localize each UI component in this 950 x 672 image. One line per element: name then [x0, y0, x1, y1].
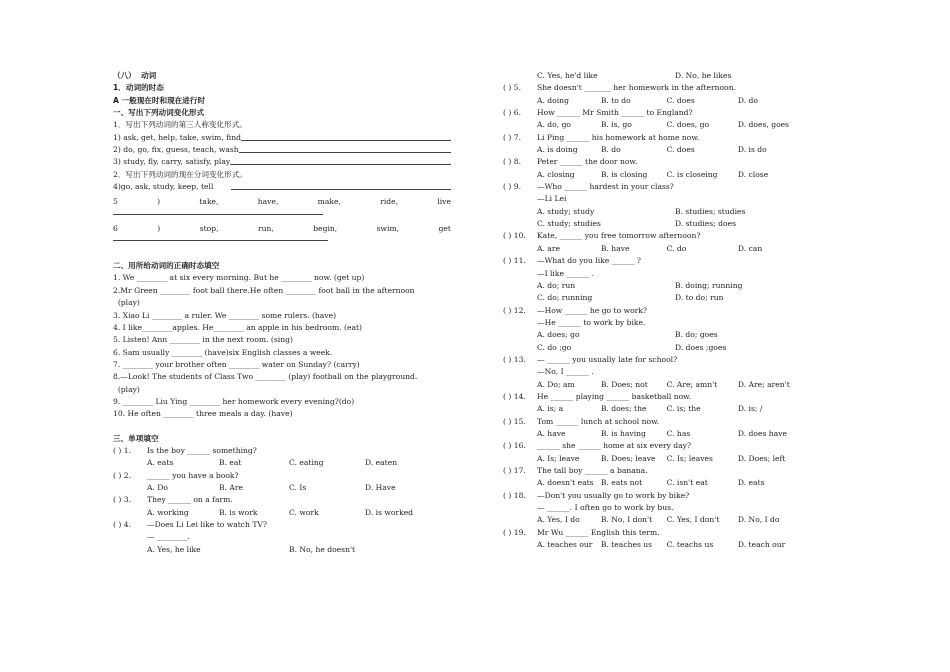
- answer-blank[interactable]: [113, 235, 328, 241]
- exercise-instruction: 1．写出下列动词的第三人称变化形式。: [113, 120, 247, 130]
- answer-options: [503, 70, 813, 82]
- answer-options: [503, 477, 813, 489]
- answer-blank[interactable]: [231, 181, 451, 190]
- question-stem: [503, 440, 813, 452]
- answer-option[interactable]: D. No, I do: [737, 515, 780, 525]
- answer-option[interactable]: A. have: [537, 428, 566, 438]
- section-heading: 1．动词的时态: [113, 83, 164, 93]
- answer-option[interactable]: D. studies; does: [675, 219, 736, 229]
- answer-option[interactable]: C. isn't eat: [666, 478, 708, 488]
- question-stem: [503, 82, 813, 94]
- answer-option[interactable]: D. Are; aren't: [737, 379, 790, 389]
- question-text: —How ______ he go to work?: [537, 305, 647, 315]
- answer-option[interactable]: B. eats not: [600, 478, 643, 488]
- question-stem: [503, 416, 813, 428]
- multiple-choice-list: [113, 445, 451, 556]
- answer-option[interactable]: B. do: [600, 145, 621, 155]
- answer-bracket[interactable]: ( ) 8.: [503, 157, 521, 167]
- answer-option[interactable]: D. teach our: [737, 540, 786, 550]
- question-stem: [113, 494, 451, 506]
- answer-option[interactable]: D. does have: [737, 428, 787, 438]
- answer-options: [503, 403, 813, 415]
- answer-bracket[interactable]: ( ) 9.: [503, 182, 521, 192]
- question-text: —I like ______ .: [537, 268, 594, 278]
- question-stem: [503, 181, 813, 193]
- answer-bracket[interactable]: ( ) 15.: [503, 416, 526, 426]
- answer-option[interactable]: D. does, goes: [737, 120, 790, 130]
- answer-option[interactable]: C. does, go: [666, 120, 710, 130]
- answer-option[interactable]: B. Are: [219, 482, 244, 492]
- question-continuation: [503, 268, 813, 280]
- answer-option[interactable]: B. have: [600, 243, 630, 253]
- answer-option[interactable]: B. eat: [219, 458, 242, 468]
- answer-options: [113, 457, 451, 469]
- question-text: Tom ______ lunch at school now.: [537, 416, 660, 426]
- answer-option[interactable]: A. working: [147, 507, 189, 517]
- question-stem: [503, 527, 813, 539]
- answer-options: [503, 292, 813, 304]
- answer-option[interactable]: C. does: [666, 95, 695, 105]
- answer-option[interactable]: D. eaten: [365, 458, 398, 468]
- right-column: [503, 70, 813, 551]
- answer-option[interactable]: C. has: [666, 428, 691, 438]
- answer-option[interactable]: D. can: [737, 243, 763, 253]
- answer-option[interactable]: A. eats: [147, 458, 174, 468]
- answer-bracket[interactable]: ( ) 6.: [503, 108, 521, 118]
- answer-option[interactable]: A. Yes, I do: [537, 515, 580, 525]
- answer-option[interactable]: A. doesn't eats: [537, 478, 594, 488]
- question-text: Kate, ______ you free tomorrow afternoon?: [537, 231, 701, 241]
- word-list: 5 ) take, have, make, ride, live: [113, 197, 451, 207]
- answer-options: [503, 119, 813, 131]
- answer-option[interactable]: C. teachs us: [666, 540, 714, 550]
- answer-option[interactable]: C. do; running: [537, 293, 593, 303]
- answer-option[interactable]: B. doing; running: [675, 280, 743, 290]
- fill-item: 7. ________ your brother often ________ water on Sunday? (carry): [113, 359, 360, 369]
- question-text: She doesn't _______ her homework in the afternoon.: [537, 83, 736, 93]
- answer-option[interactable]: D. do: [737, 95, 758, 105]
- answer-option[interactable]: A. closing: [537, 169, 575, 179]
- answer-options: [503, 342, 813, 354]
- answer-option[interactable]: C. Are; amn't: [666, 379, 718, 389]
- answer-options: [503, 280, 813, 292]
- question-text: Mr Wu ______ English this term.: [537, 527, 660, 537]
- answer-option[interactable]: B. Does; leave: [600, 453, 656, 463]
- answer-option[interactable]: C. is; the: [666, 404, 701, 414]
- answer-bracket[interactable]: ( ) 1.: [113, 445, 131, 455]
- answer-option[interactable]: C. Yes, I don't: [666, 515, 720, 525]
- question-text: —Don't you usually go to work by bike?: [537, 490, 690, 500]
- answer-option[interactable]: B. is work: [219, 507, 258, 517]
- answer-option[interactable]: B. No, he doesn't: [289, 544, 356, 554]
- answer-bracket[interactable]: ( ) 3.: [113, 495, 131, 505]
- answer-options: [503, 514, 813, 526]
- question-text: —Who ______ hardest in your class?: [537, 182, 674, 192]
- left-column: [113, 70, 451, 556]
- answer-option[interactable]: C. is closeing: [666, 169, 718, 179]
- answer-option[interactable]: A. does; go: [537, 330, 580, 340]
- fill-item: (play): [113, 384, 140, 394]
- question-stem: [503, 354, 813, 366]
- question-text: — ________.: [147, 532, 190, 542]
- answer-bracket[interactable]: ( ) 10.: [503, 231, 526, 241]
- answer-option[interactable]: C. Is: [289, 482, 307, 492]
- answer-option[interactable]: A. teaches our: [537, 540, 593, 550]
- question-text: Li Ping ______ his homework at home now.: [537, 132, 700, 142]
- fill-item: 3. Xiao Li ________ a ruler. We ________ some rulers. (have): [113, 310, 337, 320]
- answer-option[interactable]: C. eating: [289, 458, 324, 468]
- question-stem: [503, 305, 813, 317]
- answer-blank[interactable]: [239, 144, 451, 153]
- answer-options: [503, 428, 813, 440]
- answer-options: [503, 169, 813, 181]
- answer-option[interactable]: D. is do: [737, 145, 767, 155]
- question-continuation: [503, 366, 813, 378]
- fill-item: (play): [113, 298, 140, 308]
- fill-item: 10. He often ________ three meals a day. (have): [113, 409, 293, 419]
- answer-options: [503, 144, 813, 156]
- exercise-line: 3) study, fly, carry, satisfy, play: [113, 156, 451, 168]
- answer-options: [503, 95, 813, 107]
- question-stem: [113, 519, 451, 531]
- question-stem: [503, 230, 813, 242]
- question-text: —He ______ to work by bike.: [537, 317, 646, 327]
- answer-option[interactable]: A. Do; am: [537, 379, 575, 389]
- answer-option[interactable]: A. is doing: [537, 145, 578, 155]
- answer-bracket[interactable]: ( ) 13.: [503, 354, 526, 364]
- exercise-line: 1) ask, get, help, take, swim, find: [113, 132, 451, 144]
- question-text: — ______. I often go to work by bus.: [537, 503, 674, 513]
- question-stem: [503, 156, 813, 168]
- answer-bracket[interactable]: ( ) 19.: [503, 527, 526, 537]
- answer-option[interactable]: A. do; run: [537, 280, 576, 290]
- answer-options: [503, 206, 813, 218]
- question-text: —No, I ______ .: [537, 367, 594, 377]
- question-text: They ______ on a farm.: [147, 495, 233, 505]
- answer-option[interactable]: B. is closing: [600, 169, 648, 179]
- question-continuation: [503, 502, 813, 514]
- answer-option[interactable]: A. do, go: [537, 120, 572, 130]
- answer-bracket[interactable]: ( ) 17.: [503, 466, 526, 475]
- fill-item: 6. Sam usually ________ (have)six English classes a week.: [113, 347, 333, 357]
- question-text: Is the boy ______ something?: [147, 445, 257, 455]
- answer-option[interactable]: A. study; study: [537, 206, 595, 216]
- multiple-choice-list: [503, 70, 813, 551]
- answer-option[interactable]: D. Does; left: [737, 453, 786, 463]
- answer-option[interactable]: C. Is; leaves: [666, 453, 713, 463]
- fill-item: 5. Listen! Ann ________ in the next room. (sing): [113, 335, 293, 345]
- answer-option[interactable]: A. doing: [537, 95, 569, 105]
- fill-item: 8.—Look! The students of Class Two ________ (play) football on the playground.: [113, 372, 418, 382]
- part-heading: 一、写出下列动词变化形式: [113, 108, 205, 118]
- answer-option[interactable]: B. teaches us: [600, 540, 653, 550]
- question-stem: [113, 470, 451, 482]
- answer-option[interactable]: B. is having: [600, 428, 646, 438]
- question-text: ______ you have a book?: [147, 470, 239, 480]
- answer-bracket[interactable]: ( ) 11.: [503, 256, 526, 266]
- answer-option[interactable]: A. Do: [147, 482, 168, 492]
- question-stem: [503, 490, 813, 502]
- answer-option[interactable]: C. work: [289, 507, 319, 517]
- question-stem: [503, 132, 813, 144]
- answer-option[interactable]: B. to do: [600, 95, 631, 105]
- question-stem: [503, 107, 813, 119]
- answer-bracket[interactable]: ( ) 5.: [503, 83, 521, 93]
- answer-option[interactable]: C. does: [666, 145, 695, 155]
- answer-bracket[interactable]: ( ) 2.: [113, 470, 131, 480]
- answer-options: [113, 544, 451, 556]
- question-text: —Li Lei: [537, 194, 567, 204]
- question-stem: [113, 445, 451, 457]
- answer-option[interactable]: C. study; studies: [537, 219, 601, 229]
- answer-options: [503, 243, 813, 255]
- answer-option[interactable]: A. are: [537, 243, 560, 253]
- answer-bracket[interactable]: ( ) 18.: [503, 490, 526, 500]
- answer-options: [503, 453, 813, 465]
- answer-option[interactable]: B. No, I don't: [600, 515, 653, 525]
- question-continuation: [503, 193, 813, 205]
- answer-option[interactable]: D. is; /: [737, 404, 763, 414]
- word-list: 6 ) stop, run, begin, swim, get: [113, 223, 451, 233]
- answer-options: [113, 482, 451, 494]
- question-stem: [503, 255, 813, 267]
- answer-options: [503, 218, 813, 230]
- answer-options: [503, 539, 813, 551]
- answer-option[interactable]: B. do; goes: [675, 330, 718, 340]
- answer-option[interactable]: D. does ;goes: [675, 342, 727, 352]
- answer-option[interactable]: B. does; the: [600, 404, 647, 414]
- answer-option[interactable]: B. is, go: [600, 120, 632, 130]
- part-heading: 三、单项填空: [113, 433, 159, 443]
- answer-option[interactable]: A. Yes, he like: [147, 544, 201, 554]
- answer-option[interactable]: B. Does; not: [600, 379, 648, 389]
- answer-option[interactable]: C. Yes, he'd like: [537, 71, 598, 80]
- question-text: ______ she ______ home at six every day?: [537, 441, 692, 451]
- part-heading: 二、用所给动词的正确时态填空: [113, 261, 220, 271]
- question-text: He ______ playing ______ basketball now.: [537, 391, 692, 401]
- answer-bracket[interactable]: ( ) 16.: [503, 441, 526, 451]
- question-text: The tall boy ______ a banana.: [537, 466, 648, 475]
- exercise-line: 2) do, go, fix, guess, teach, wash: [113, 144, 451, 156]
- answer-blank[interactable]: [113, 209, 323, 215]
- answer-bracket[interactable]: ( ) 14.: [503, 391, 526, 401]
- question-stem: [503, 391, 813, 403]
- answer-option[interactable]: A. is; a: [537, 404, 564, 414]
- question-continuation: [503, 317, 813, 329]
- answer-option[interactable]: D. close: [737, 169, 769, 179]
- question-text: —Does Li Lei like to watch TV?: [147, 520, 267, 529]
- subsection-heading: A 一般现在时和现在进行时: [113, 95, 206, 105]
- exercise-instruction: 2．写出下列动词的现在分词变化形式。: [113, 169, 247, 179]
- question-text: How ______ Mr Smith ______ to England?: [537, 108, 693, 118]
- answer-option[interactable]: C. do: [666, 243, 687, 253]
- answer-option[interactable]: C. do ;go: [537, 342, 572, 352]
- answer-options: [503, 379, 813, 391]
- chapter-title: （八） 动词: [113, 71, 157, 80]
- answer-option[interactable]: B. studies; studies: [675, 206, 746, 216]
- answer-options: [113, 507, 451, 519]
- answer-blank[interactable]: [241, 132, 451, 141]
- answer-option[interactable]: D. Have: [365, 482, 396, 492]
- answer-option[interactable]: A. Is; leave: [537, 453, 580, 463]
- answer-bracket[interactable]: ( ) 12.: [503, 305, 526, 315]
- exercise-line: 4)go, ask, study, keep, tell: [113, 181, 451, 193]
- fill-item: 4. I like________apples. He________ an apple in his bedroom. (eat): [113, 322, 362, 332]
- answer-options: [503, 329, 813, 341]
- question-stem: [503, 465, 813, 477]
- question-text: —What do you like ______ ?: [537, 256, 641, 266]
- answer-option[interactable]: D. eats: [737, 478, 765, 488]
- fill-item: 1. We ________ at six every morning. But he ________ now. (get up): [113, 273, 365, 283]
- answer-blank[interactable]: [230, 156, 451, 165]
- answer-bracket[interactable]: ( ) 7.: [503, 132, 521, 142]
- answer-option[interactable]: D. No, he likes: [675, 71, 732, 80]
- answer-bracket[interactable]: ( ) 4.: [113, 520, 131, 529]
- question-continuation: [113, 531, 451, 543]
- question-text: — ______ you usually late for school?: [537, 354, 678, 364]
- answer-option[interactable]: D. is worked: [365, 507, 414, 517]
- fill-item: 9. ________ Liu Ying ________ her homework every evening?(do): [113, 396, 355, 406]
- answer-option[interactable]: D. to do; run: [675, 293, 724, 303]
- question-text: Peter ______ the door now.: [537, 157, 638, 167]
- fill-item: 2.Mr Green ________ foot ball there.He often ________ foot ball in the afternoon: [113, 285, 415, 295]
